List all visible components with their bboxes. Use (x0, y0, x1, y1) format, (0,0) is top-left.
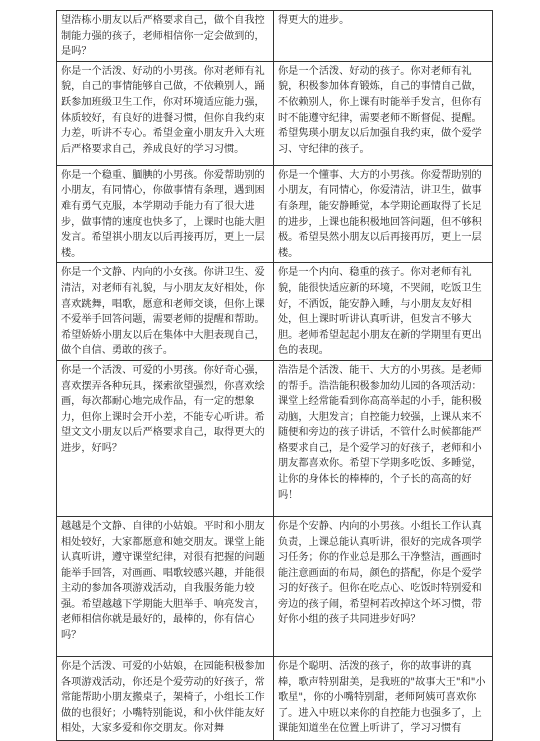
table-cell: 你是一个稳重、腼腆的小男孩。你爱帮助别的小朋友，有同情心，你做事情有条理，遇到困难有勇气克服，本学期动手能力有了很大进步，做事情的速度也快多了，上课时也能大胆发言。希望祺小朋友以后再接再厉，更上一层楼。 (57, 165, 274, 263)
table-cell: 你是个聪明、活泼的孩子，你的故事讲的真棒，歌声特别甜美，是我班的"故事大王"和"小歌星"，你的小嘴特别甜，老师阿姨可喜欢你了。进入中班以来你的自控能力也强多了，上课能知道坐在位置上听讲了，学习习惯有 (274, 656, 493, 740)
table-cell: 你是一个活泼、可爱的小男孩。你好奇心强，喜欢摆弄各种玩具，探索欲望强烈，你喜欢绘画，每次都耐心地完成作品，有一定的想象力，但你上课时会开小差，不能专心听讲。希望文文小朋友以后严格要求自己，取得更大的进步，好吗？ (57, 360, 274, 516)
table-cell: 你是一个活泼、好动的孩子。你对老师有礼貌，积极参加体育锻炼，自己的事情自己做，不依赖别人，你上课有时能举手发言，但你有时不能遵守纪律，需要老师不断督促、提醒。希望隽瑛小朋友以后加强自我约束，做个爱学习、守纪律的孩子。 (274, 61, 493, 165)
table-row (57, 263, 493, 361)
table-row (57, 61, 493, 165)
evaluation-table (56, 10, 493, 741)
table-cell: 你是一个文静、内向的小女孩。你讲卫生、爱清洁，对老师有礼貌，与小朋友友好相处，你喜欢跳舞，唱歌，愿意和老师交谈，但你上课不爱举手回答问题，需要老师的提醒和帮助。希望娇娇小朋友以后在集体中大胆表现自己，做个自信、勇敢的孩子。 (57, 263, 274, 361)
table-cell: 望浩栋小朋友以后严格要求自己，做个自我控制能力强的孩子，老师相信你一定会做到的，是吗？ (57, 11, 274, 62)
table-cell: 你是一个懂事、大方的小男孩。你爱帮助别的小朋友，有同情心，你爱清洁，讲卫生，做事有条理，能安静睡觉，本学期论画取得了长足的进步，上课也能积极地回答问题，但不够积极。希望昊然小朋友以后再接再厉，更上一层楼。 (274, 165, 493, 263)
table-cell: 你是个安静、内向的小男孩。小组长工作认真负责，上课总能认真听讲，很好的完成各项学习任务；你的作业总是那么干净整洁，画画时能注意画面的布局，颜色的搭配，你是个爱学习的好孩子。但你在吃点心、吃饭时特别爱和旁边的孩子闹，希望柯若改掉这个坏习惯，带好你小组的孩子共同进步好吗？ (274, 516, 493, 656)
table-cell: 浩浩是个活泼、能干、大方的小男孩。是老师的帮手。浩浩能积极参加幼儿园的各项活动：课堂上经常能看到你高高举起的小手，能积极动脑，大胆发言；自控能力较强，上课从来不随便和旁边的孩子讲话，不管什么时候都能严格要求自己，是个爱学习的好孩子，老师和小朋友都喜欢你。希望下学期多吃饭、多睡觉，让你的身体长的棒棒的，个子长的高高的好吗！ (274, 360, 493, 516)
table-cell: 你是个活泼、可爱的小姑娘，在园能积极参加各项游戏活动，你还是个爱劳动的好孩子，常常能帮助小朋友搬桌子，架椅子，小组长工作做的也很好；小嘴特别能说，和小伙伴能友好相处，大家多爱和你交朋友。你对舞 (57, 656, 274, 740)
table-row (57, 656, 493, 740)
table-row (57, 360, 493, 516)
table-row (57, 516, 493, 656)
table-cell: 你是一个活泼、好动的小男孩。你对老师有礼貌，自己的事情能够自己做，不依赖别人，踊跃参加班级卫生工作，你对环境适应能力强，体质较好，有良好的进餐习惯，但你自我约束力差，听讲不专心。希望金童小朋友升入大班后严格要求自己，养成良好的学习习惯。 (57, 61, 274, 165)
table-cell: 得更大的进步。 (274, 11, 493, 62)
table-cell: 越越是个文静、自律的小姑娘。平时和小朋友相处较好，大家都愿意和她交朋友。课堂上能认真听讲，遵守课堂纪律，对很有把握的问题能举手回答，对画画、唱歌较感兴趣，并能很主动的参加各项游戏活动，自我服务能力较强。希望越越下学期能大胆举手、响亮发言，老师相信你就是最好的，最棒的，你有信心吗？ (57, 516, 274, 656)
table-row (57, 165, 493, 263)
table-cell: 你是一个内向、稳重的孩子。你对老师有礼貌，能很快适应新的环境，不哭闹，吃饭卫生好，不洒饭，能安静入睡，与小朋友友好相处，但上课时听讲认真听讲，但发言不够大胆。老师希望起起小朋友在新的学期里有更出色的表现。 (274, 263, 493, 361)
table-row (57, 11, 493, 62)
